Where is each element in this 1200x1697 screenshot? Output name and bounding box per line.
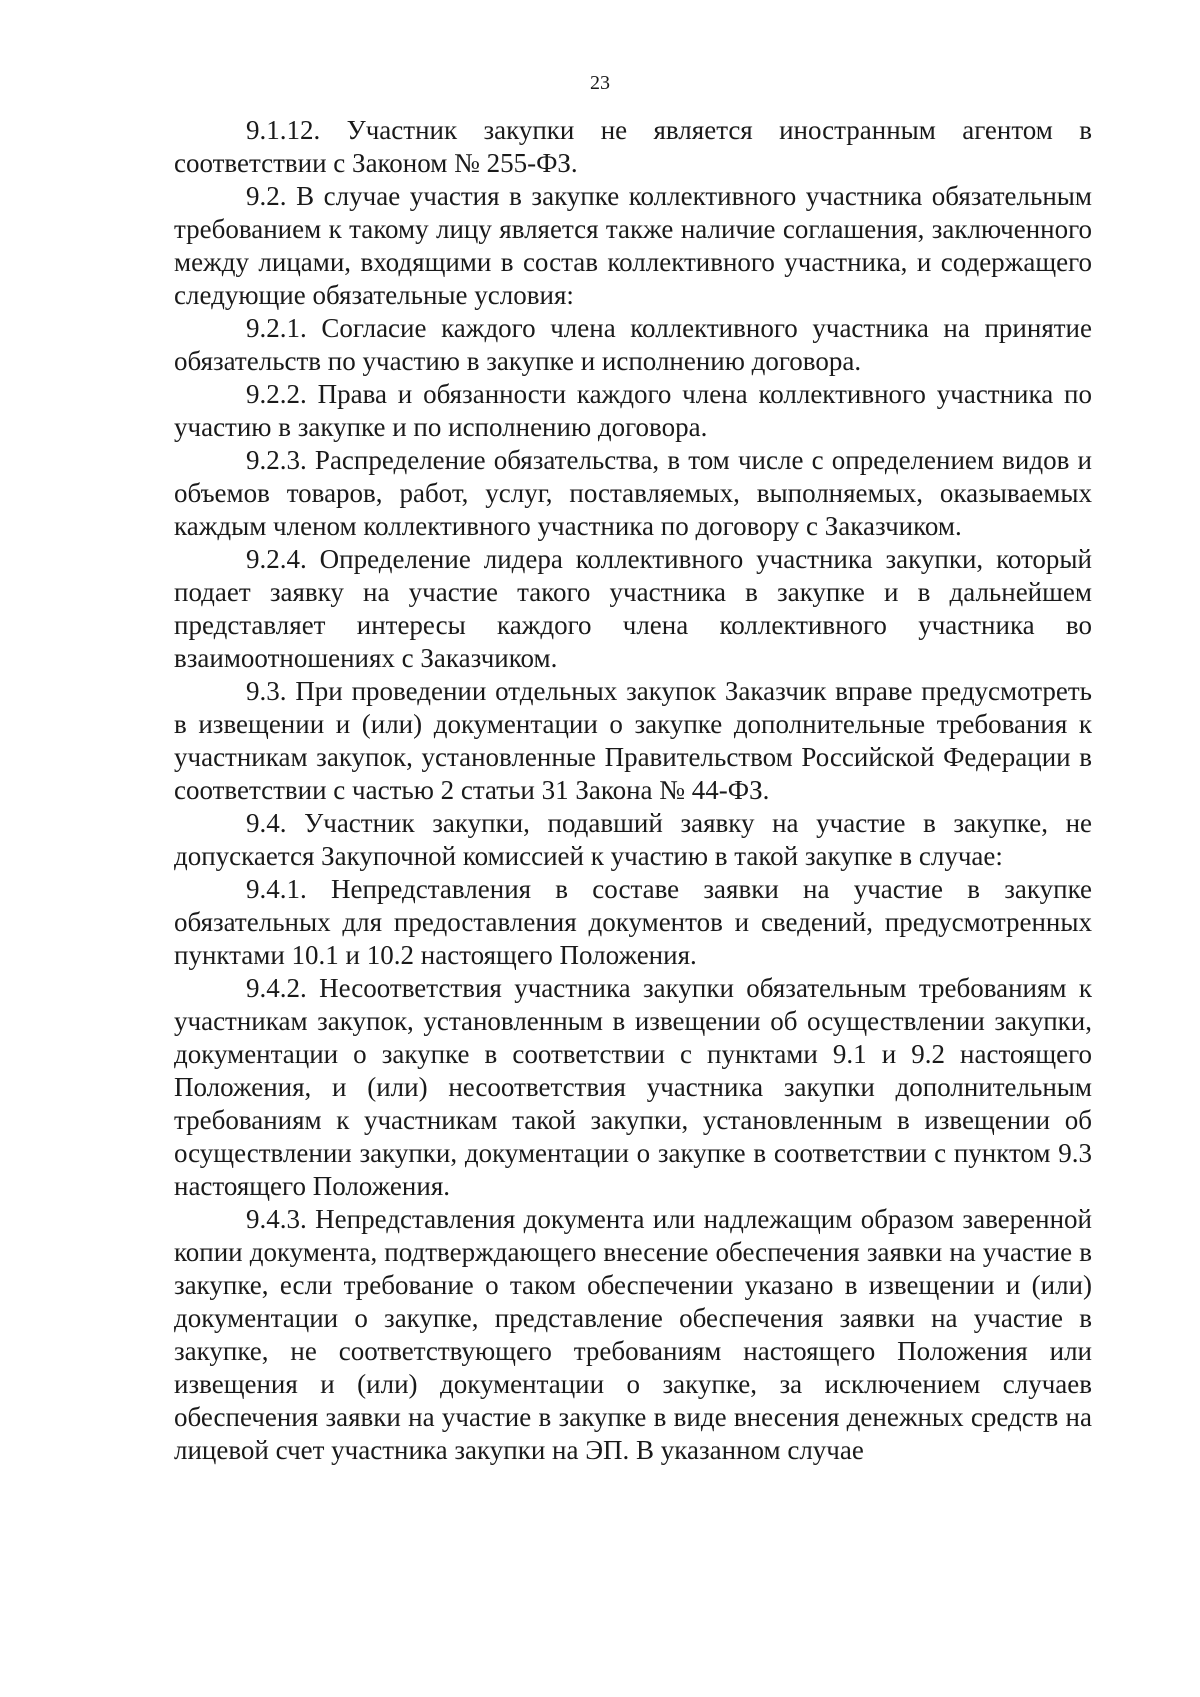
clause-9-4-3: 9.4.3. Непредставления документа или надлежащим образом заверенной копии документа, подтверждающего внесение обеспечения заявки на участие в закупке, если требование о таком обеспечении указано в извещении и (или) документации о закупке, представление обеспечения заявки на участие в закупке, не соответствующего требованиям настоящего Положения или извещения и (или) документации о закупке, за исключением случаев обеспечения заявки на участие в закупке в виде внесения денежных средств на лицевой счет участника закупки на ЭП. В указанном случае: [174, 1204, 1092, 1465]
clause-9-4-2: 9.4.2. Несоответствия участника закупки обязательным требованиям к участникам закупок, установленным в извещении об осуществлении закупки, документации о закупке в соответствии с пунктами 9.1 и 9.2 настоящего Положения, и (или) несоответствия участника закупки дополнительным требованиям к участникам такой закупки, установленным в извещении об осуществлении закупки, документации о закупке в соответствии с пунктом 9.3 настоящего Положения.: [174, 973, 1092, 1201]
clause-9-2-1: 9.2.1. Согласие каждого члена коллективного участника на принятие обязательств по участию в закупке и исполнению договора.: [174, 313, 1092, 376]
clause-9-2-2: 9.2.2. Права и обязанности каждого члена коллективного участника по участию в закупке и по исполнению договора.: [174, 379, 1092, 442]
clause-9-2-4: 9.2.4. Определение лидера коллективного участника закупки, который подает заявку на участие такого участника в закупке и в дальнейшем представляет интересы каждого члена коллективного участника во взаимоотношениях с Заказчиком.: [174, 544, 1092, 673]
page-number: 23: [590, 72, 610, 94]
clause-9-3: 9.3. При проведении отдельных закупок Заказчик вправе предусмотреть в извещении и (или) документации о закупке дополнительные требования к участникам закупок, установленные Правительством Российской Федерации в соответствии с частью 2 статьи 31 Закона № 44-ФЗ.: [174, 676, 1092, 805]
document-body: [174, 114, 1092, 1467]
clause-9-1-12: 9.1.12. Участник закупки не является иностранным агентом в соответствии с Законом № 255-ФЗ.: [174, 115, 1092, 178]
clause-9-2-3: 9.2.3. Распределение обязательства, в том числе с определением видов и объемов товаров, работ, услуг, поставляемых, выполняемых, оказываемых каждым членом коллективного участника по договору с Заказчиком.: [174, 445, 1092, 541]
clause-9-2: 9.2. В случае участия в закупке коллективного участника обязательным требованием к такому лицу является также наличие соглашения, заключенного между лицами, входящими в состав коллективного участника, и содержащего следующие обязательные условия:: [174, 181, 1092, 310]
clause-9-4-1: 9.4.1. Непредставления в составе заявки на участие в закупке обязательных для предоставления документов и сведений, предусмотренных пунктами 10.1 и 10.2 настоящего Положения.: [174, 874, 1092, 970]
clause-9-4: 9.4. Участник закупки, подавший заявку на участие в закупке, не допускается Закупочной комиссией к участию в такой закупке в случае:: [174, 808, 1092, 871]
